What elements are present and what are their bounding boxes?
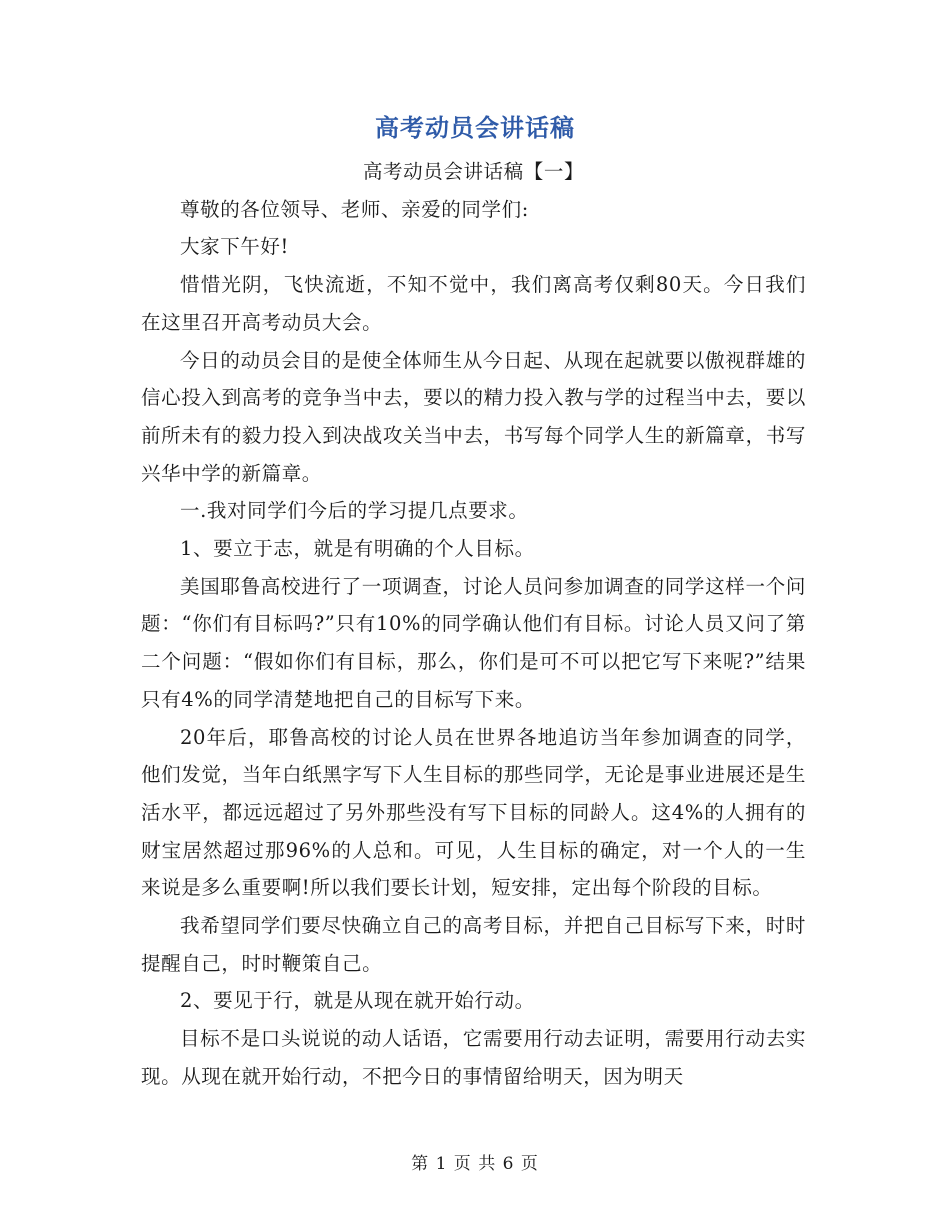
paragraph-yale-survey: 美国耶鲁高校进行了一项调查，讨论人员问参加调查的同学这样一个问题：“你们有目标吗?”只有10%的同学确认他们有目标。讨论人员又问了第二个问题：“假如你们有目标，那么，你们是可不可以把它写下来呢?”结果只有4%的同学清楚地把自己的目标写下来。 [141,574,806,711]
paragraph-requirements-heading: 一.我对同学们今后的学习提几点要求。 [180,499,529,523]
document-title: 高考动员会讲话稿 [375,113,575,142]
paragraph-hello: 大家下午好! [180,235,289,259]
paragraph-action: 目标不是口头说说的动人话语，它需要用行动去证明，需要用行动去实现。从现在就开始行动，不把今日的事情留给明天，因为明天 [141,1027,806,1088]
paragraph-purpose: 今日的动员会目的是使全体师生从今日起、从现在起就要以傲视群雄的信心投入到高考的竞争当中去，要以的精力投入教与学的过程当中去，要以前所未有的毅力投入到决战攻关当中去，书写每个同学人生的新篇章，书写兴华中学的新篇章。 [141,348,806,485]
paragraph-intro: 惜惜光阴，飞快流逝，不知不觉中，我们离高考仅剩80天。今日我们在这里召开高考动员大会。 [141,273,806,334]
paragraph-point-2: 2、要见于行，就是从现在就开始行动。 [180,989,535,1013]
paragraph-twenty-years: 20年后，耶鲁高校的讨论人员在世界各地追访当年参加调查的同学，他们发觉，当年白纸黑字写下人生目标的那些同学，无论是事业进展还是生活水平，都远远超过了另外那些没有写下目标的同龄人。这4%的人拥有的财宝居然超过那96%的人总和。可见，人生目标的确定，对一个人的一生来说是多么重要啊!所以我们要长计划，短安排，定出每个阶段的目标。 [141,725,806,900]
page-footer: 第 1 页 共 6 页 [411,1154,539,1174]
paragraph-greeting: 尊敬的各位领导、老师、亲爱的同学们: [180,197,529,221]
document-subtitle: 高考动员会讲话稿【一】 [362,160,585,183]
paragraph-hope: 我希望同学们要尽快确立自己的高考目标，并把自己目标写下来，时时提醒自己，时时鞭策自己。 [141,914,806,975]
paragraph-point-1: 1、要立于志，就是有明确的个人目标。 [180,537,535,561]
document-body [141,153,806,1096]
